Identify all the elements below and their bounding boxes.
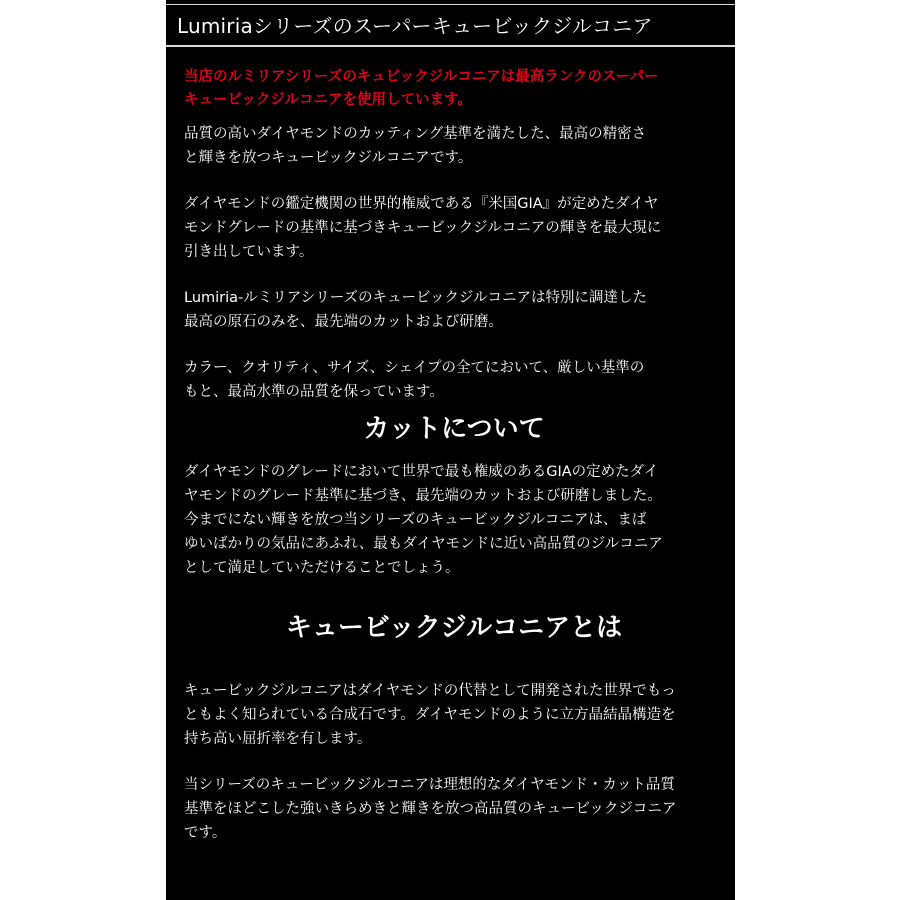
cut-paragraph xyxy=(184,460,724,580)
text-line: 基準をほどこした強いきらめきと輝きを放つ高品質のキュービックジコニア xyxy=(184,801,677,817)
text-line: 今までにない輝きを放つ当シリーズのキュービックジルコニアは、まば xyxy=(184,512,647,528)
cz-paragraph xyxy=(184,773,724,845)
cz-heading: キュービックジルコニアとは xyxy=(285,613,623,643)
intro-paragraph xyxy=(184,356,724,404)
text-line: ダイヤモンドのグレードにおいて世界で最も権威のあるGIAの定めたダイ xyxy=(184,464,659,480)
text-line: 品質の高いダイヤモンドのカッティング基準を満たした、最高の精密さ xyxy=(184,126,647,142)
text-line: ヤモンドのグレード基準に基づき、最先端のカットおよび研磨しました。 xyxy=(184,488,662,504)
intro-paragraph xyxy=(184,286,724,334)
notice-line: 当店のルミリアシリーズのキュビックジルコニアは最高ランクのスーパー xyxy=(184,69,659,85)
intro-paragraph xyxy=(184,122,724,170)
article-body xyxy=(184,66,724,845)
text-line: です。 xyxy=(184,825,227,841)
text-line: 最高の原石のみを、最先端のカットおよび研磨。 xyxy=(184,314,503,330)
intro-paragraph xyxy=(184,192,724,264)
text-line: ダイヤモンドの鑑定機関の世界的権威である『米国GIA』が定めたダイヤ xyxy=(184,196,659,212)
page-title: Lumiriaシリーズのスーパーキュービックジルコニア xyxy=(177,14,653,38)
text-line: ゆいばかりの気品にあふれ、最もダイヤモンドに近い高品質のジルコニア xyxy=(184,536,663,552)
notice-text xyxy=(184,66,724,112)
text-line: 当シリーズのキュービックジルコニアは理想的なダイヤモンド・カット品質 xyxy=(184,777,675,793)
text-line: ともよく知られている合成石です。ダイヤモンドのように立方晶結晶構造を xyxy=(184,707,676,723)
text-line: 引き出しています。 xyxy=(184,244,314,260)
text-line: Lumiria-ルミリアシリーズのキュービックジルコニアは特別に調達した xyxy=(184,290,648,306)
text-line: キュービックジルコニアはダイヤモンドの代替として開発された世界でもっ xyxy=(184,683,676,699)
text-line: と輝きを放つキュービックジルコニアです。 xyxy=(184,150,473,166)
cz-paragraph xyxy=(184,679,724,751)
text-line: もと、最高水準の品質を保っています。 xyxy=(184,384,444,400)
cut-heading: カットについて xyxy=(363,414,545,444)
text-line: 持ち高い屈折率を有します。 xyxy=(184,731,372,747)
text-line: モンドグレードの基準に基づきキュービックジルコニアの輝きを最大現に xyxy=(184,220,662,236)
content-panel xyxy=(166,0,735,900)
text-line: カラー、クオリティ、サイズ、シェイプの全てにおいて、厳しい基準の xyxy=(184,360,645,376)
title-bar xyxy=(166,4,735,47)
text-line: として満足していただけることでしょう。 xyxy=(184,560,460,576)
notice-line: キュービックジルコニアを使用しています。 xyxy=(184,92,472,108)
